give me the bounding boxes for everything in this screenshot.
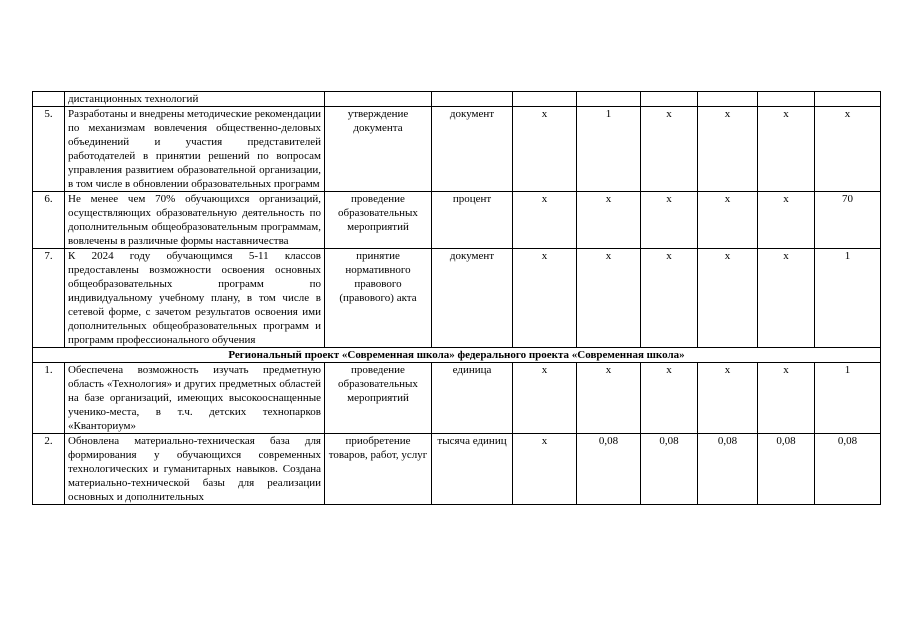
row-value: x	[641, 192, 698, 249]
row-value	[698, 92, 758, 107]
row-value: x	[815, 107, 881, 192]
row-value: 0,08	[758, 434, 815, 505]
row-value: 1	[815, 249, 881, 348]
row-value: x	[641, 363, 698, 434]
row-value: 0,08	[698, 434, 758, 505]
row-description: Разработаны и внедрены методические рекомендации по механизмам вовлечения общественно-деловых объединений и участия представителей работодателей в принятии решений по вопросам управления развитием образовательной организации, в том числе в обновлении образовательных программ	[65, 107, 325, 192]
row-number	[33, 92, 65, 107]
row-value: x	[698, 107, 758, 192]
row-value	[513, 92, 577, 107]
row-number: 2.	[33, 434, 65, 505]
row-value: x	[758, 363, 815, 434]
table-row	[33, 249, 881, 348]
row-unit	[432, 92, 513, 107]
section-title: Региональный проект «Современная школа» федерального проекта «Современная школа»	[33, 348, 881, 363]
row-value	[815, 92, 881, 107]
row-unit: документ	[432, 249, 513, 348]
row-document-type: приобретение товаров, работ, услуг	[325, 434, 432, 505]
row-value: x	[758, 107, 815, 192]
row-unit: единица	[432, 363, 513, 434]
row-value: x	[513, 107, 577, 192]
row-value: x	[577, 192, 641, 249]
row-value: x	[641, 249, 698, 348]
row-value: x	[758, 249, 815, 348]
row-unit: процент	[432, 192, 513, 249]
results-table	[32, 91, 881, 505]
row-value: 0,08	[641, 434, 698, 505]
row-value	[758, 92, 815, 107]
row-description: К 2024 году обучающимся 5-11 классов предоставлены возможности освоения основных общеобразовательных программ по индивидуальному учебному плану, в том числе в сетевой форме, с зачетом результатов освоения ими дополнительных общеобразовательных программ и программ профессионального обучения	[65, 249, 325, 348]
row-value: x	[758, 192, 815, 249]
row-value	[641, 92, 698, 107]
row-document-type: принятие нормативного правового (правового) акта	[325, 249, 432, 348]
row-value	[577, 92, 641, 107]
row-description: дистанционных технологий	[65, 92, 325, 107]
row-value: x	[641, 107, 698, 192]
row-number: 6.	[33, 192, 65, 249]
row-value: 1	[577, 107, 641, 192]
row-unit: документ	[432, 107, 513, 192]
row-document-type: проведение образовательных мероприятий	[325, 192, 432, 249]
row-value: x	[698, 363, 758, 434]
row-value: 70	[815, 192, 881, 249]
row-number: 7.	[33, 249, 65, 348]
row-value: 0,08	[577, 434, 641, 505]
row-value: x	[513, 363, 577, 434]
table-row	[33, 92, 881, 107]
row-unit: тысяча единиц	[432, 434, 513, 505]
table-row	[33, 363, 881, 434]
section-header-row	[33, 348, 881, 363]
row-description: Обновлена материально-техническая база для формирования у обучающихся современных технологических и гуманитарных навыков. Создана материально-технической базы для реализации основных и дополнительных	[65, 434, 325, 505]
row-value: x	[513, 434, 577, 505]
table-row	[33, 107, 881, 192]
table-row	[33, 192, 881, 249]
row-value: x	[577, 249, 641, 348]
row-number: 5.	[33, 107, 65, 192]
row-value: x	[513, 192, 577, 249]
row-value: 1	[815, 363, 881, 434]
row-value: x	[577, 363, 641, 434]
row-document-type: утверждение документа	[325, 107, 432, 192]
row-value: x	[513, 249, 577, 348]
row-document-type: проведение образовательных мероприятий	[325, 363, 432, 434]
row-number: 1.	[33, 363, 65, 434]
row-value: x	[698, 192, 758, 249]
row-value: x	[698, 249, 758, 348]
row-document-type	[325, 92, 432, 107]
table-row	[33, 434, 881, 505]
row-description: Обеспечена возможность изучать предметную область «Технология» и других предметных областей на базе организаций, имеющих высокооснащенные ученико-места, в т.ч. детских технопарков «Кванториум»	[65, 363, 325, 434]
row-description: Не менее чем 70% обучающихся организаций, осуществляющих образовательную деятельность по дополнительным общеобразовательным программам, вовлечены в различные формы наставничества	[65, 192, 325, 249]
row-value: 0,08	[815, 434, 881, 505]
